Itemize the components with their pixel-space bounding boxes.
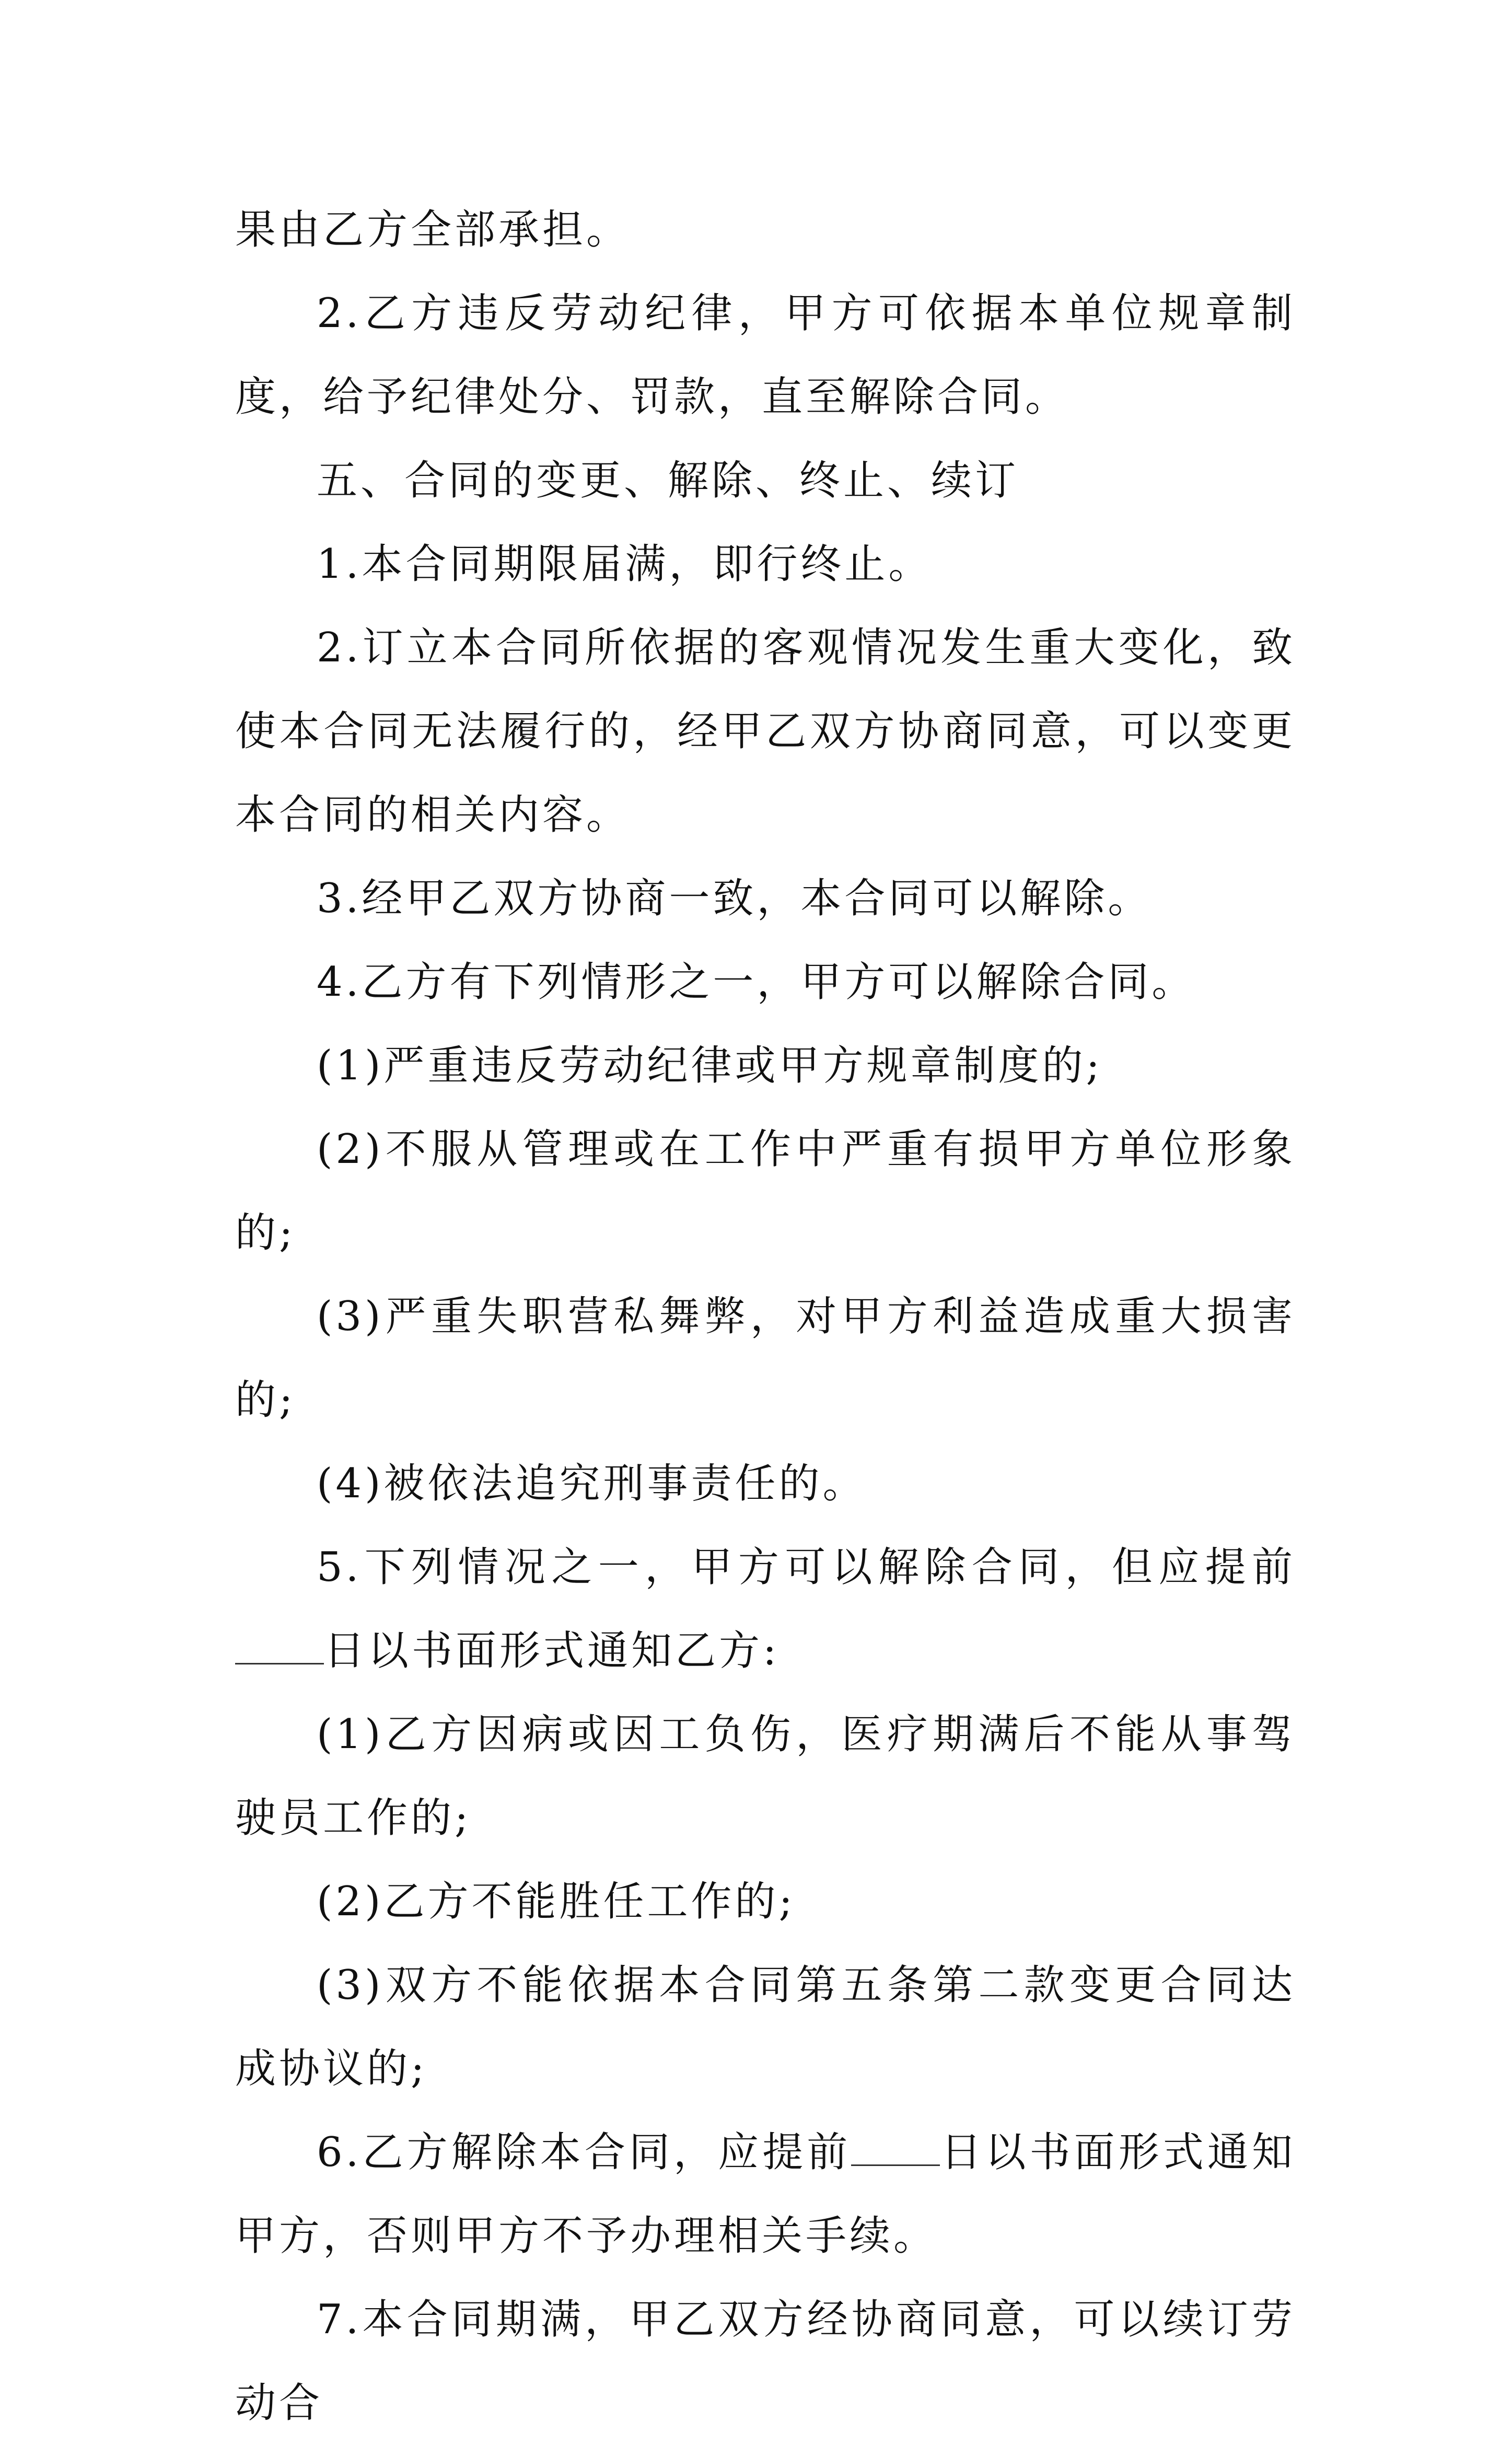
section-heading-5: 五、合同的变更、解除、终止、续订 [317,457,1019,504]
clause-5-6-text-after: 日以书面形式通知甲方，否则甲方不予办理相关手续。 [235,2129,1296,2260]
list-item-5-4-3: (3)严重失职营私舞弊，对甲方利益造成重大损害的; [235,1293,1296,1424]
paragraph-clause-5-2: 2.订立本合同所依据的客观情况发生重大变化，致使本合同无法履行的，经甲乙双方协商同意，可以变更本合同的相关内容。 [235,624,1296,839]
list-item-5-4-1: (1)严重违反劳动纪律或甲方规章制度的; [317,1042,1103,1089]
list-item-5-5-2: (2)乙方不能胜任工作的; [317,1878,796,1925]
paragraph-clause-5-5 [235,1526,1296,1693]
list-item-5-4-2: (2)不服从管理或在工作中严重有损甲方单位形象的; [235,1126,1296,1256]
clause-5-5-text-after: 日以书面形式通知乙方: [324,1627,780,1674]
document-body [235,188,1296,2445]
paragraph-clause-5-7: 7.本合同期满，甲乙双方经协商同意，可以续订劳动合 [235,2296,1296,2427]
paragraph-clause-5-4: 4.乙方有下列情形之一，甲方可以解除合同。 [317,959,1196,1006]
paragraph-clause-4-2: 2.乙方违反劳动纪律，甲方可依据本单位规章制度，给予纪律处分、罚款，直至解除合同。 [235,290,1296,421]
list-item-5-5-1: (1)乙方因病或因工负伤，医疗期满后不能从事驾驶员工作的; [235,1711,1296,1842]
paragraph-clause-5-1: 1.本合同期限届满，即行终止。 [317,541,933,588]
paragraph-clause-5-3: 3.经甲乙双方协商一致，本合同可以解除。 [317,875,1152,922]
clause-5-5-text-before: 5.下列情况之一，甲方可以解除合同，但应提前 [317,1544,1296,1591]
blank-days-field-1 [235,1632,324,1664]
paragraph-continuation: 果由乙方全部承担。 [235,206,631,253]
clause-5-6-text-before: 6.乙方解除本合同，应提前 [317,2129,852,2176]
list-item-5-4-4: (4)被依法追究刑事责任的。 [317,1460,867,1507]
list-item-5-5-3: (3)双方不能依据本合同第五条第二款变更合同达成协议的; [235,1962,1296,2092]
blank-days-field-2 [851,2133,940,2166]
paragraph-clause-5-6 [235,2111,1296,2278]
